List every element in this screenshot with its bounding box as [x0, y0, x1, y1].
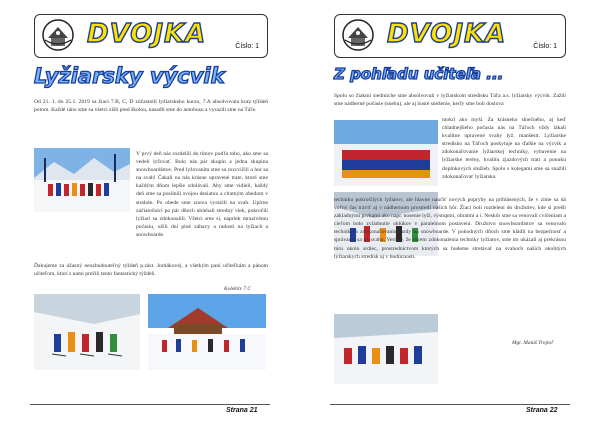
ski-hut-photo: [148, 294, 266, 370]
ski-group-photo: [34, 148, 130, 212]
intro-paragraph: Od 21. 1. do 25.1. 2019 sa žiaci 7.B, C, D zúčastnili lyžiarskeho kurzu, 7.A absolvovala kurz týždeň potom. Každé ráno sme sa všetci zišli pred školou, nasadli sme do autobusu a vyrazili sme na Táľe.: [34, 99, 268, 114]
article-title: Lyžiarsky výcvik: [34, 64, 225, 88]
signature: Kolektív 7.C: [224, 286, 251, 292]
school-logo-icon: [41, 18, 75, 52]
closing-paragraph: Ďakujeme za úžasný neozbudnuteľný týždeň p.zást. Jordákovej, a všetkým pani učiteľkám a pánom učiteľom, ktorí s nami prežili tento fantastický týždeň.: [34, 263, 268, 278]
ski-slope-photo: [34, 294, 140, 370]
footer-rule: [330, 404, 570, 405]
page-number: Strana 21: [226, 407, 258, 414]
page-number: Strana 22: [526, 407, 558, 414]
main-column: V prvý deň nás rozdelili do tímov podľa toho, ako sme sa vedeli lyžovať. Bolo nás pár skupín a jedna skupina snowboardistov. Pred lyžovaním sme sa rozcvičili a hor sa na svah! Čakali na nás krásne upravené trate, ktoré sme každým dňom lepšie zdolávali. Aby sme vidieli, každý deň sme sa posilnili svojou desiatou a chutným obedom v stodole. Po obede sme znova vyrazili na svah. Upírne začiatočníci po pár dňoch ubiehali stredný vlek, pokročilí lyžiari sa zdokonalili. Všetci sme si, napriek mrazivému počasiu, užili dni plné zábavy a radosti na lyžiach a snowboarde.: [136, 151, 268, 238]
lead-paragraph: Spolu so žiakmi siedmiche sme absolvovali v lyžiarskom stredisku Táľa a.s. lyžiarsky výcvik. Zažili sme nádherné počasie (snehu), ale aj husté sneženie, keďy sme boli doslova: [334, 93, 566, 108]
right-page: [300, 0, 600, 424]
issue-number: Číslo: 1: [235, 43, 259, 50]
kids-snow-photo: [334, 314, 438, 384]
school-logo-icon: [341, 18, 375, 52]
article-title: Z pohľadu učiteľa ...: [334, 65, 504, 83]
group-photo: [334, 120, 438, 186]
issue-number: Číslo: 1: [533, 43, 557, 50]
masthead: DVOJKA: [387, 19, 507, 49]
header-box: [334, 14, 566, 58]
footer-rule: [30, 404, 270, 405]
body-paragraph: techniku pokročilých lyžiarov, ale hlavne naučiť nových popryby na prihlásených, že v zime sa dá voľný čas tráviť aj v nádhernom prostredí našich hôr. Žiaci boli rozdelení do družstiev, kde si prešli základnými prvkami ako napr. nosenie lyží, výstupmi, obratmi a i. Neskôr sme sa venovali cvičeniam a cieľom bolo zvládnutie oblúkov v paralelnom postavení. Družstvo snowboardistov sa venovalo technike a zdokonaľovaniu jazdy na snowboarde. V pohodných dňoch sme kládli na bezpečnosť a správanie sa na svahu. Veríme, že okrem zdokonalenia techniky lyžiarov, sme im ukázali aj prekrásnu túru okolo srdiec, prostredníctvom ktorých sa budeme stretávať na svahoch našich okolitých lyžiarskych stredísk aj v budúcnosti.: [334, 197, 566, 260]
header-box: [34, 14, 268, 58]
masthead: DVOJKA: [87, 19, 207, 49]
column-text: mokrí ako myši. Za krásneho slnečného, aj keď chladnejšieho počasia nás na Táľoch vždy lákali kvalitne upravené svahy lyž. manšestr. Lyžiarske stredisko na Táľoch poskytuje na ďalšie na výcvik a zdokonaľovanie lyžiarskej techniky, vybavenie na lyžiarske terény, kvalitu zjazdových trati a ponuku doplnkových služieb. Spolu s kolegami sme sa snažili zdokonaľovať lyžiarsku: [442, 117, 566, 180]
signature: Mgr. Matúš Trojtoľ: [512, 340, 554, 346]
